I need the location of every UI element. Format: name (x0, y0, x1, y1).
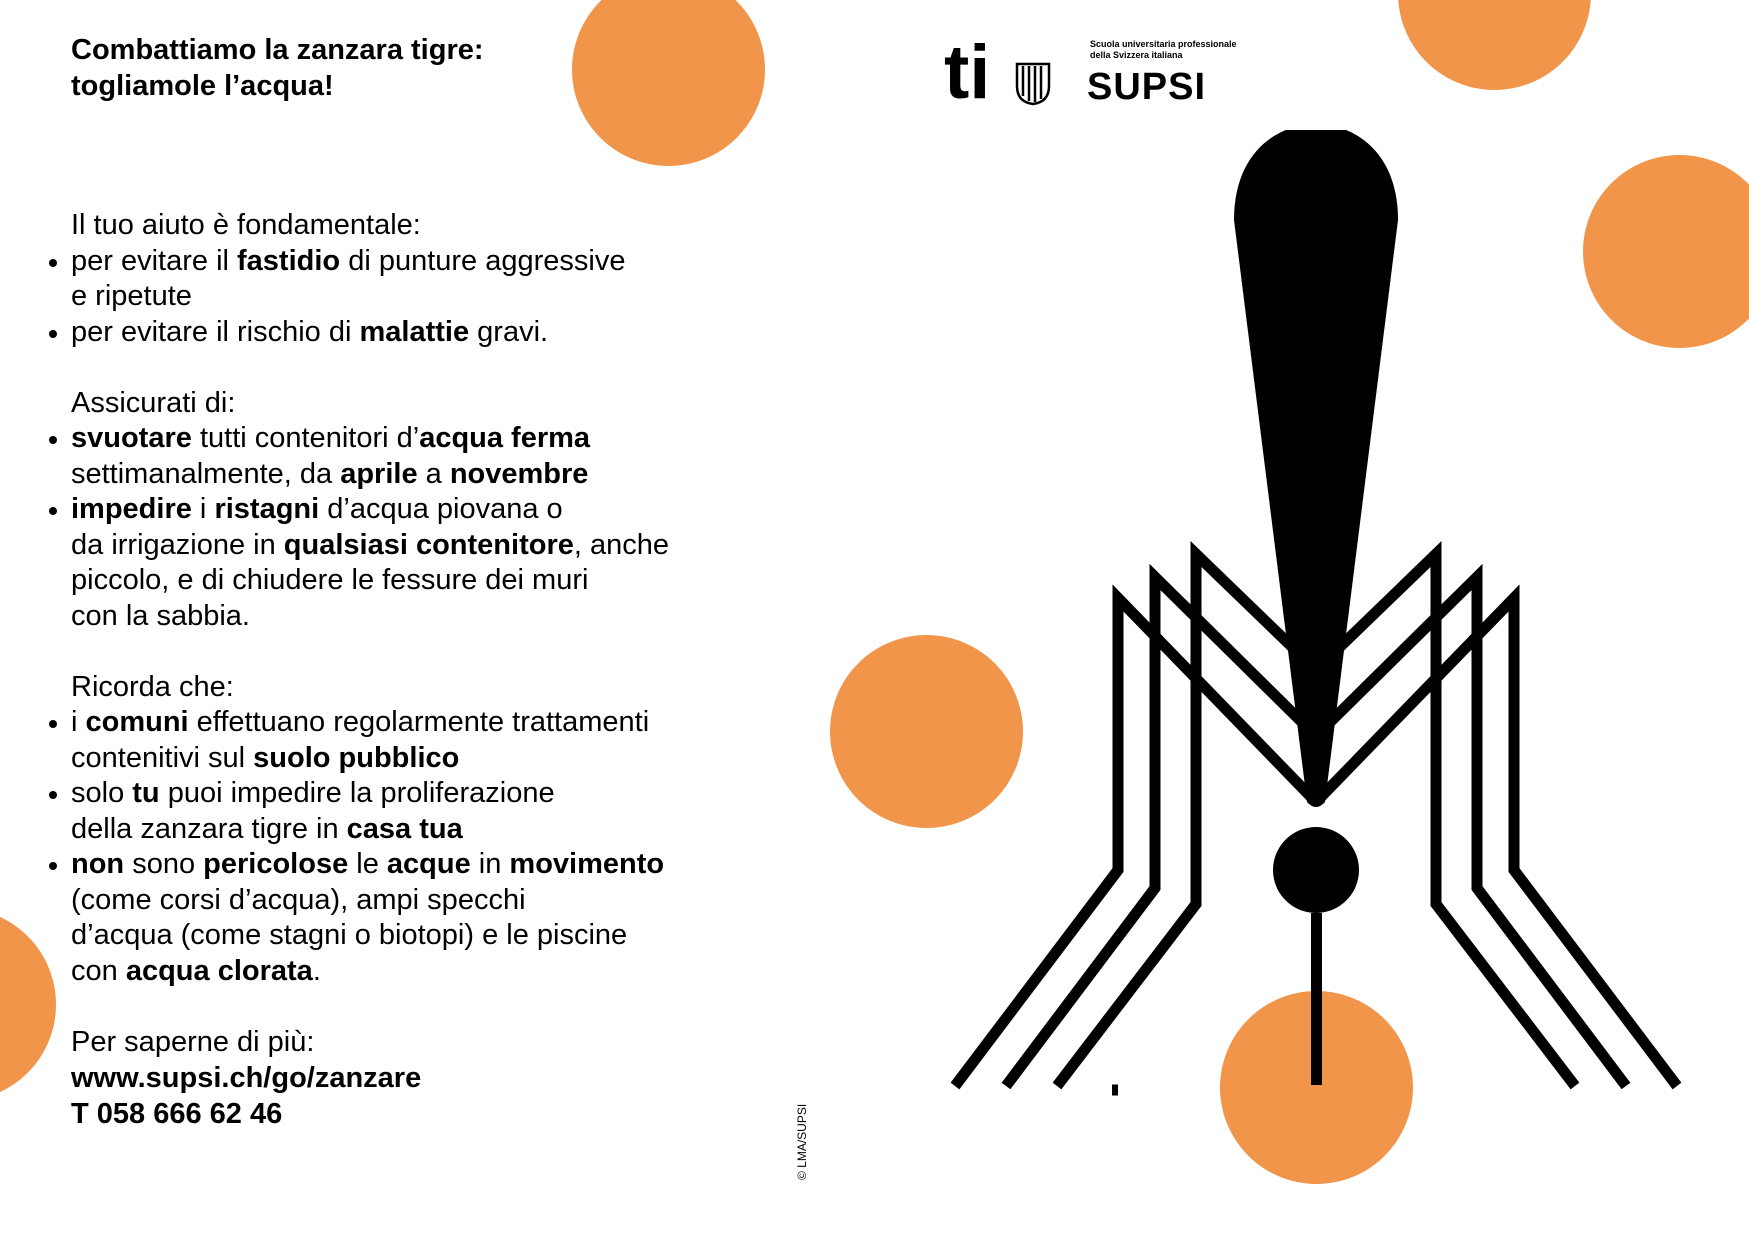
help-intro: Il tuo aiuto è fondamentale: (71, 209, 421, 241)
text: (come corsi d’acqua), ampi specchi (71, 883, 526, 916)
bold-text: non (71, 848, 125, 880)
contact-url[interactable]: www.supsi.ch/go/zanzare (71, 1062, 422, 1094)
bold-text: pericolose (203, 848, 349, 880)
bold-text: malattie (359, 315, 470, 348)
ti-shield-icon (1017, 64, 1049, 104)
exclamation-dot (1273, 827, 1359, 913)
text: di punture aggressive (340, 244, 626, 277)
mosquito-illustration (950, 130, 1690, 1100)
list-item (71, 705, 711, 776)
leg-right-outer (1316, 598, 1677, 1086)
bold-text: impedire (71, 493, 192, 525)
leg-right-middle (1316, 577, 1626, 1086)
bold-text: acque (386, 848, 471, 880)
school-line-2: della Svizzera italiana (1090, 50, 1183, 60)
contact-intro: Per saperne di più: (71, 1025, 315, 1058)
orange-dot (1398, 0, 1591, 90)
leg-left-outer (955, 598, 1316, 1086)
text: con (71, 954, 126, 987)
contact-phone: T 058 666 62 46 (71, 1098, 283, 1130)
bold-text: movimento (509, 848, 665, 880)
orange-dot (572, 0, 765, 166)
bold-text: suolo pubblico (253, 741, 460, 774)
bold-text: acqua clorata (125, 954, 313, 987)
list-item (71, 847, 711, 989)
body-text (71, 208, 711, 1132)
ti-logo-text: ti (944, 36, 991, 108)
ti-logo-graphic (944, 36, 1054, 108)
list-item (71, 421, 711, 492)
headline-line-1: Combattiamo la zanzara tigre: (71, 34, 484, 66)
list-item (71, 492, 711, 634)
text: in (470, 848, 510, 880)
bold-text: acqua ferma (419, 422, 591, 454)
leg-left-middle (1006, 577, 1316, 1086)
text: da irrigazione in (71, 528, 284, 561)
bold-text: qualsiasi contenitore (283, 528, 574, 561)
assure-intro: Assicurati di: (71, 386, 236, 419)
text: effettuano regolarmente trattamenti (188, 706, 650, 738)
headline (71, 32, 484, 104)
bold-text: comuni (85, 706, 189, 738)
text: sono (124, 848, 204, 880)
text: tutti contenitori d’ (191, 422, 420, 454)
bold-text: tu (132, 777, 160, 809)
text: le (348, 848, 387, 880)
leg-right-inner (1316, 554, 1575, 1086)
bold-text: casa tua (346, 812, 463, 845)
text: per evitare il (71, 244, 238, 277)
ti-logo (944, 36, 1054, 108)
headline-line-2: togliamole l’acqua! (71, 70, 334, 102)
list-item (71, 244, 711, 315)
text: a (417, 457, 450, 490)
exclamation-stroke (1234, 130, 1398, 807)
leg-left-inner (1057, 554, 1316, 1086)
school-name (1090, 39, 1237, 61)
remember-intro: Ricorda che: (71, 670, 234, 703)
list-item (71, 776, 711, 847)
text: per evitare il rischio di (71, 315, 360, 348)
text: solo (71, 777, 133, 809)
mosquito-proboscis (1311, 913, 1322, 1085)
image-credit: © LMA/SUPSI (795, 1103, 809, 1180)
assure-list (71, 421, 711, 634)
bold-text: svuotare (71, 422, 192, 454)
orange-dot (0, 908, 56, 1101)
text: settimanalmente, da (71, 457, 341, 490)
remember-list (71, 705, 711, 989)
bold-text: aprile (340, 457, 418, 490)
school-line-1: Scuola universitaria professionale (1090, 39, 1237, 49)
text: , anche (573, 528, 670, 561)
text: puoi impedire la proliferazione (159, 777, 555, 809)
text: contenitivi sul (71, 741, 254, 774)
text: d’acqua (come stagni o biotopi) e le piscine (71, 919, 628, 951)
text: i (71, 706, 86, 738)
list-item (71, 315, 711, 351)
text: con la sabbia. (71, 599, 250, 632)
text: della zanzara tigre in (71, 812, 347, 845)
bold-text: ristagni (214, 493, 320, 525)
text: e ripetute (71, 280, 192, 312)
bold-text: fastidio (237, 244, 341, 277)
text: d’acqua piovana o (319, 493, 563, 525)
text: i (191, 493, 215, 525)
text: . (312, 954, 321, 987)
bold-text: novembre (449, 457, 589, 490)
help-list (71, 244, 711, 351)
text: piccolo, e di chiudere le fessure dei muri (71, 564, 589, 596)
text: gravi. (469, 315, 549, 348)
supsi-logo: SUPSI (1087, 66, 1207, 108)
